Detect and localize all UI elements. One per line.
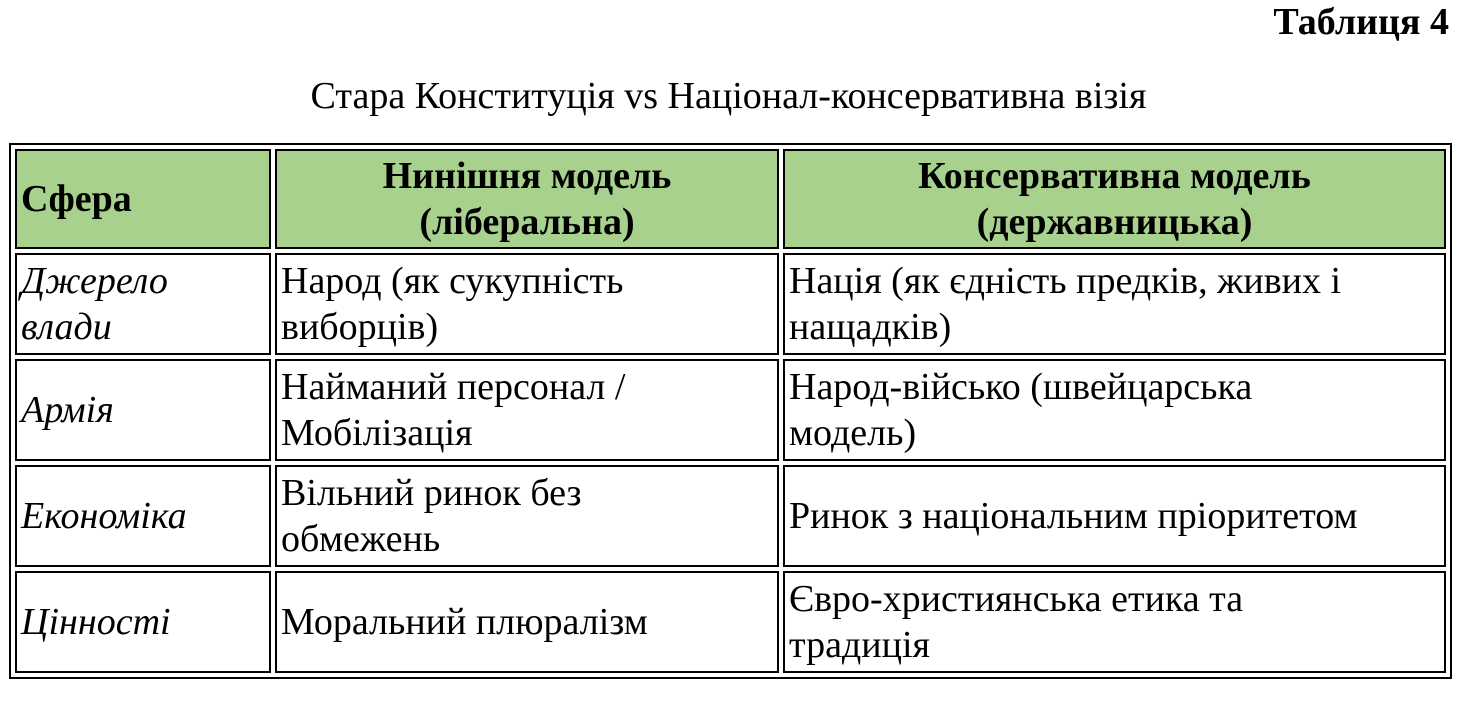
current-line1: Народ (як сукупність [281,260,624,302]
current-model-cell [275,359,779,461]
current-model-cell: Моральний плюралізм [275,571,779,673]
header-conservative-line2: (державницька) [976,201,1253,243]
conservative-line2: модель) [789,412,917,454]
current-line2: виборців) [281,306,439,348]
comparison-table [9,143,1452,679]
table-number-label: Таблиця 4 [1273,1,1449,43]
sphere-line2: влади [21,306,112,348]
current-line2: Мобілізація [281,412,473,454]
current-line1: Найманий персонал / [281,366,626,408]
conservative-line1: Нація (як єдність предків, живих і [789,260,1342,302]
header-sphere: Сфера [15,149,271,249]
header-row [15,149,1446,249]
current-line1: Вільний ринок без [281,472,582,514]
sphere-cell: Цінності [15,571,271,673]
conservative-line2: традиція [789,624,930,666]
header-current-model [275,149,779,249]
current-model-cell [275,465,779,567]
header-conservative-model [783,149,1446,249]
sphere-cell [15,253,271,355]
table-caption: Стара Конституція vs Націонал-консервативна візія [310,75,1147,117]
table-row [15,465,1446,567]
conservative-model-cell [783,571,1446,673]
conservative-line1: Народ-військо (швейцарська [789,366,1253,408]
conservative-model-cell [783,253,1446,355]
header-conservative-line1: Консервативна модель [918,155,1311,197]
table-row [15,253,1446,355]
header-current-line1: Нинішня модель [382,155,672,197]
sphere-cell: Армія [15,359,271,461]
conservative-line2: нащадків) [789,306,952,348]
current-line2: обмежень [281,518,441,560]
current-model-cell [275,253,779,355]
sphere-cell: Економіка [15,465,271,567]
conservative-model-cell: Ринок з національним пріоритетом [783,465,1446,567]
header-current-line2: (ліберальна) [419,201,635,243]
conservative-model-cell [783,359,1446,461]
table-row [15,359,1446,461]
conservative-line1: Євро-християнська етика та [789,578,1244,620]
sphere-line1: Джерело [21,260,168,302]
table-row [15,571,1446,673]
